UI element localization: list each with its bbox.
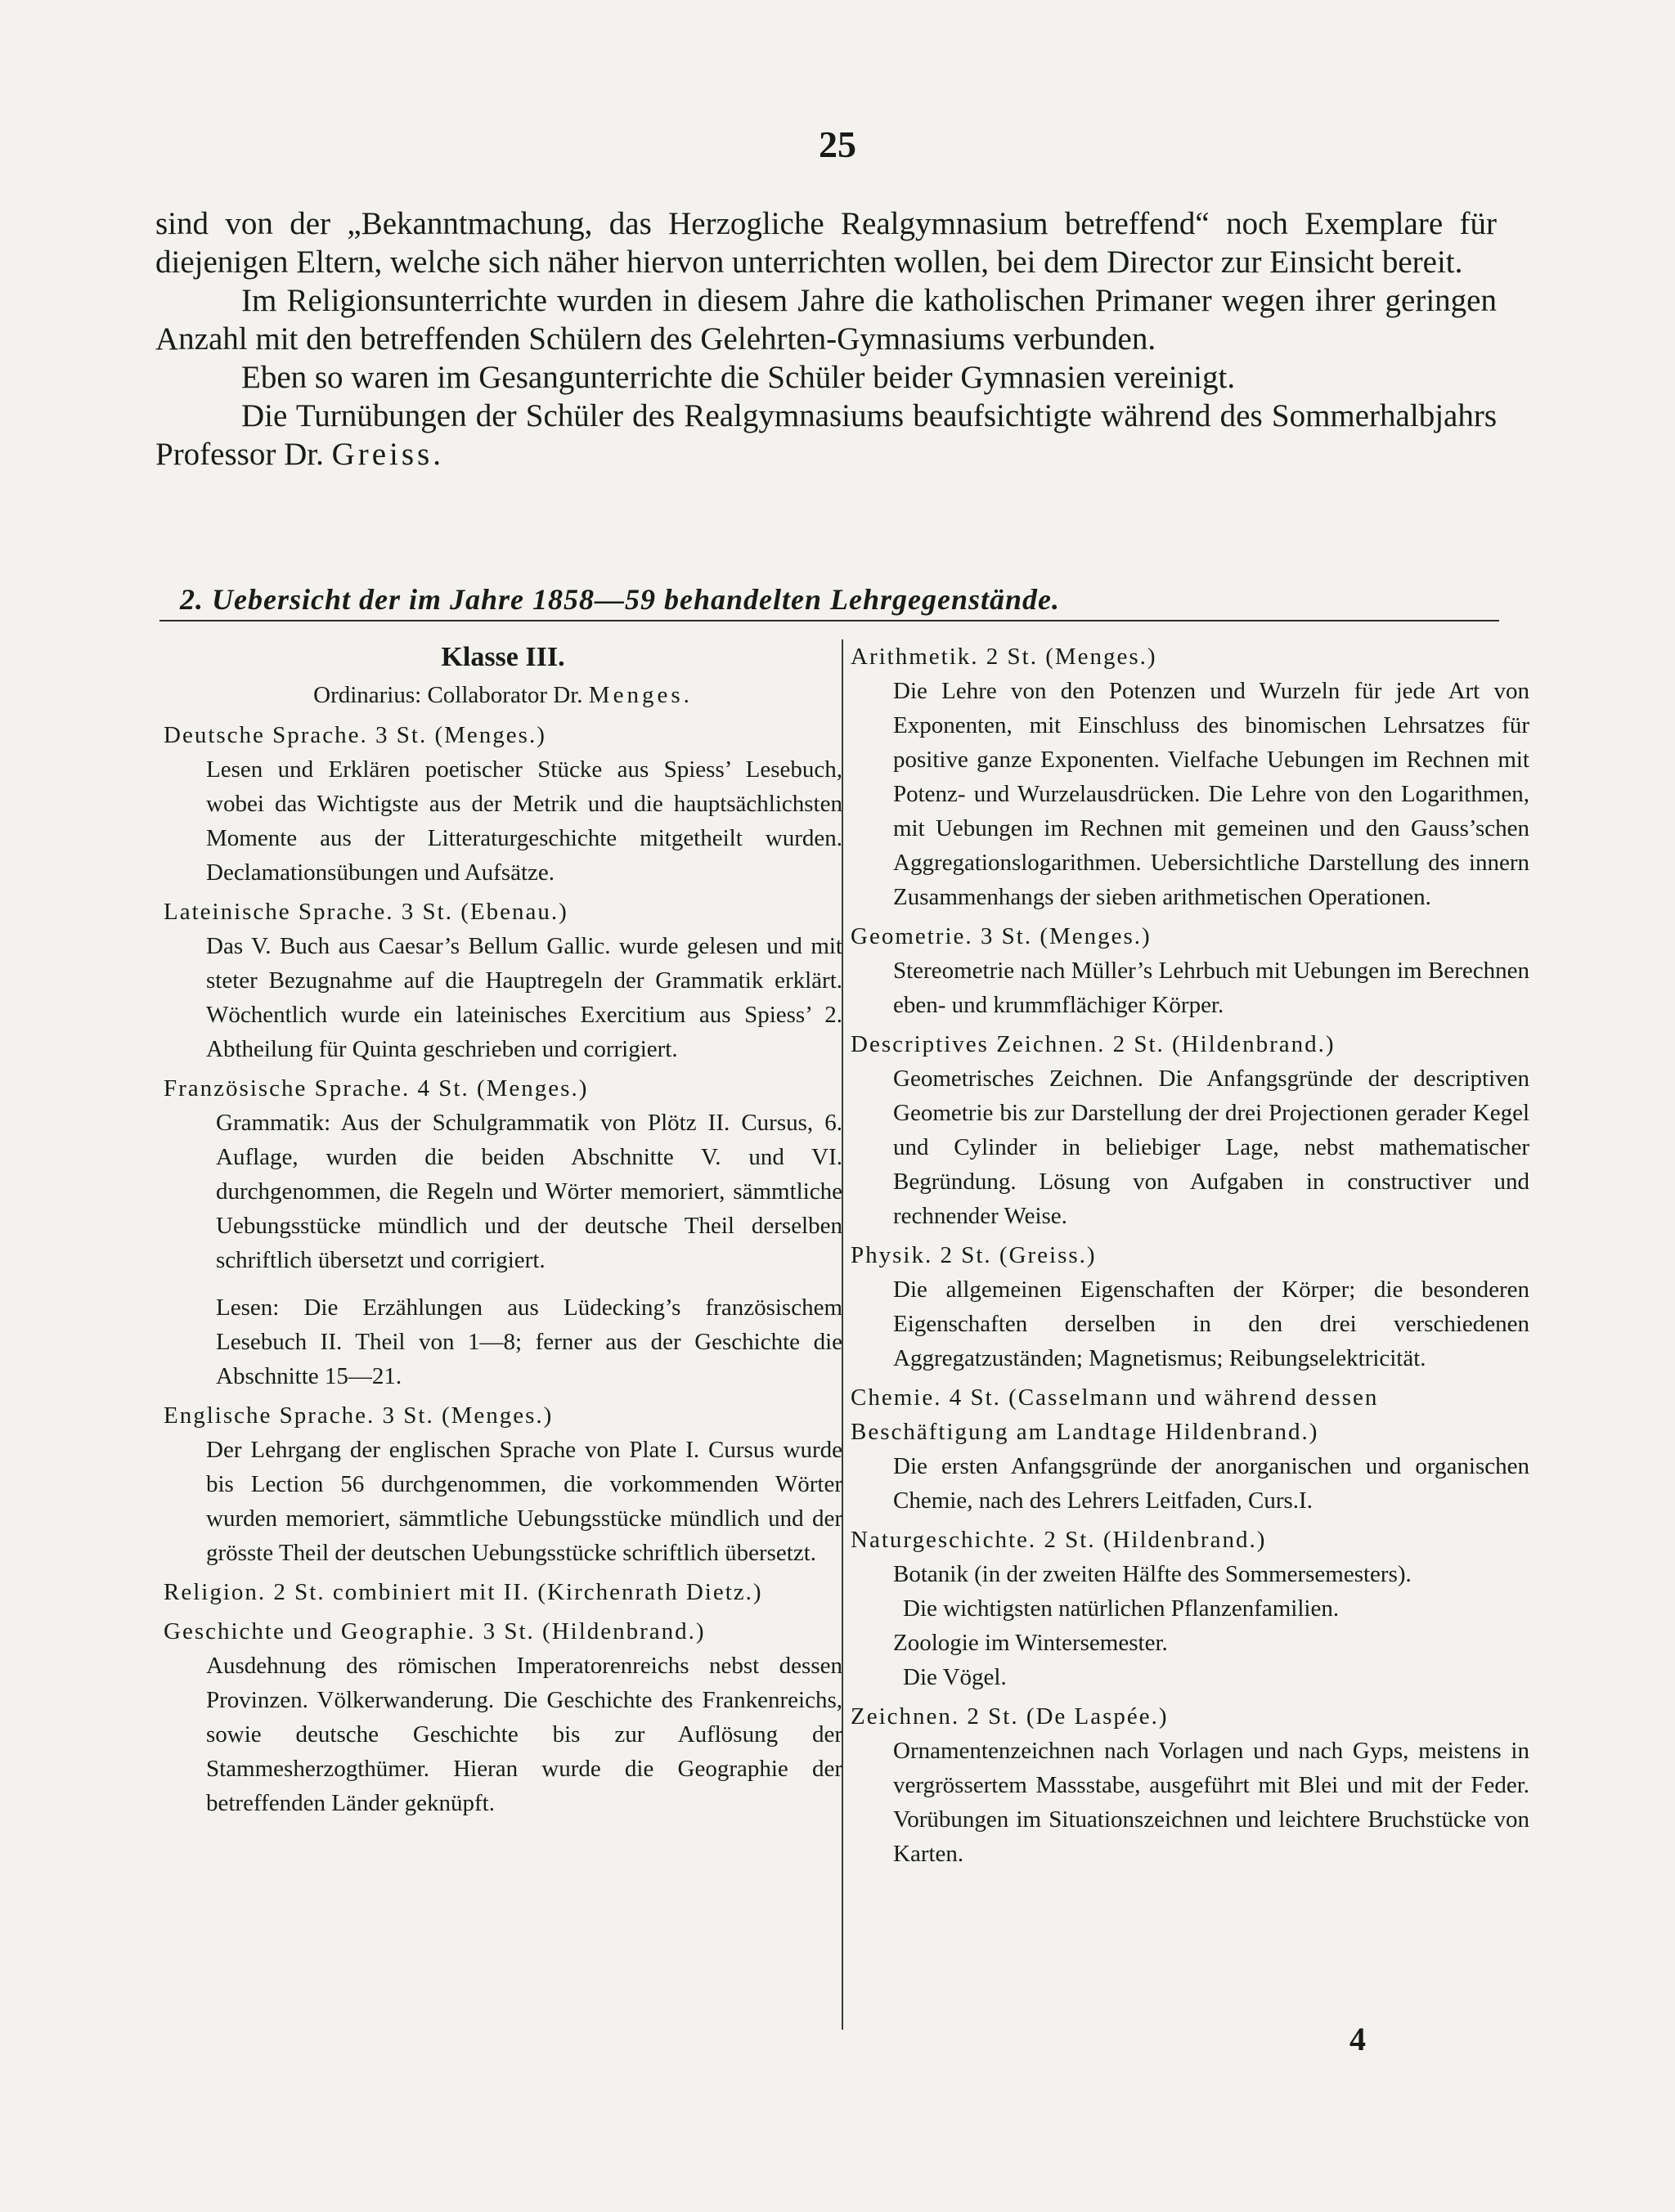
- ordinarius: [164, 677, 842, 713]
- teacher-name: Greiss.: [331, 437, 444, 472]
- subject-description: Ausdehnung des römischen Imperatorenreichs nebst dessen Provinzen. Völkerwanderung. Die Geschichte des Frankenreichs, sowie deutsche Geschichte bis zur Auflösung der Stammesherzogthümer. Hieran wurde die Geographie der betreffenden Länder geknüpft.: [206, 1653, 842, 1816]
- page-number: 25: [819, 123, 856, 165]
- intro-paragraph: [155, 397, 1497, 473]
- subject-heading: Physik. 2 St. (Greiss.): [851, 1242, 1097, 1268]
- subject-franzoesisch: [164, 1071, 842, 1393]
- subject-description: Grammatik: Aus der Schulgrammatik von Plötz II. Cursus, 6. Auflage, wurden die beiden Abschnitte V. und VI. durchgenommen, die Regeln und Wörter memoriert, sämmtliche Uebungsstücke mündlich und der deutsche Theil derselben schriftlich übersetzt und corrigiert.: [216, 1110, 842, 1273]
- subject-chemie: [851, 1380, 1529, 1518]
- intro-paragraph: Eben so waren im Gesangunterrichte die Schüler beider Gymnasien vereinigt.: [241, 360, 1236, 395]
- subject-geschichte: [164, 1614, 842, 1820]
- subject-description: Die wichtigsten natürlichen Pflanzenfamilien.: [903, 1595, 1340, 1622]
- intro-text: [155, 204, 1497, 473]
- intro-paragraph: Im Religionsunterrichte wurden in diesem Jahre die katholischen Primaner wegen ihrer geringen Anzahl mit den betreffenden Schülern des Gelehrten-Gymnasiums verbunden.: [155, 283, 1497, 357]
- subject-heading: Arithmetik. 2 St. (Menges.): [851, 644, 1157, 670]
- subject-deutsch: [164, 718, 842, 890]
- subject-heading: Deutsche Sprache. 3 St. (Menges.): [164, 722, 546, 748]
- subject-heading: Englische Sprache. 3 St. (Menges.): [164, 1402, 554, 1429]
- subject-description: Lesen und Erklären poetischer Stücke aus Spiess’ Lesebuch, wobei das Wichtigste aus der Metrik und die hauptsächlichsten Momente aus der Litteraturgeschichte mitgetheilt wurden. Declamationsübungen und Aufsätze.: [206, 756, 842, 886]
- subject-heading: Descriptives Zeichnen. 2 St. (Hildenbrand.): [851, 1031, 1336, 1057]
- teacher-name: Menges.: [588, 682, 693, 708]
- subject-description: Geometrisches Zeichnen. Die Anfangsgründe der descriptiven Geometrie bis zur Darstellung der drei Projectionen gerader Kegel und Cylinder in beliebiger Lage, nebst mathematischer Begründung. Lösung von Aufgaben in constructiver und rechnender Weise.: [893, 1066, 1529, 1229]
- subject-heading: Geschichte und Geographie. 3 St. (Hildenbrand.): [164, 1618, 706, 1644]
- signature-mark: 4: [1349, 2021, 1366, 2057]
- subject-description: Ornamentenzeichnen nach Vorlagen und nach Gyps, meistens in vergrössertem Massstabe, ausgeführt mit Blei und mit der Feder. Vorübungen im Situationszeichnen und leichtere Bruchstücke von Karten.: [893, 1738, 1529, 1867]
- subject-description: Die ersten Anfangsgründe der anorganischen und organischen Chemie, nach des Lehrers Leitfaden, Curs.I.: [893, 1453, 1529, 1514]
- subject-geometrie: [851, 919, 1529, 1022]
- subject-description: Die allgemeinen Eigenschaften der Körper; die besonderen Eigenschaften derselben in den drei verschiedenen Aggregatzuständen; Magnetismus; Reibungselektricität.: [893, 1276, 1529, 1371]
- subject-latein: [164, 895, 842, 1066]
- subject-description: Stereometrie nach Müller’s Lehrbuch mit Uebungen im Berechnen eben- und krummflächiger Körper.: [893, 958, 1529, 1018]
- right-column: [851, 635, 1529, 1871]
- subject-description: Der Lehrgang der englischen Sprache von Plate I. Cursus wurde bis Lection 56 durchgenommen, die vorkommenden Wörter wurden memoriert, sämmtliche Uebungsstücke mündlich und der grösste Theil der deutschen Uebungsstücke schriftlich übersetzt.: [206, 1437, 842, 1566]
- subject-arithmetik: [851, 639, 1529, 914]
- subject-heading: Naturgeschichte. 2 St. (Hildenbrand.): [851, 1527, 1267, 1553]
- subject-description: Die Vögel.: [903, 1664, 1007, 1690]
- subject-heading: Lateinische Sprache. 3 St. (Ebenau.): [164, 899, 568, 925]
- intro-paragraph: sind von der „Bekanntmachung, das Herzogliche Realgymnasium betreffend“ noch Exemplare für diejenigen Eltern, welche sich näher hiervon unterrichten wollen, bei dem Director zur Einsicht bereit.: [155, 206, 1497, 280]
- subject-religion: [164, 1575, 842, 1609]
- subject-heading: Zeichnen. 2 St. (De Laspée.): [851, 1703, 1169, 1730]
- subject-zeichnen: [851, 1699, 1529, 1871]
- subject-heading: Chemie. 4 St. (Casselmann und während dessen Beschäftigung am Landtage Hildenbrand.): [851, 1384, 1379, 1445]
- ordinarius-label: Ordinarius: Collaborator Dr.: [313, 682, 589, 708]
- subject-description: Botanik (in der zweiten Hälfte des Sommersemesters).: [893, 1561, 1412, 1587]
- subject-englisch: [164, 1398, 842, 1570]
- subject-descriptives-zeichnen: [851, 1027, 1529, 1233]
- intro-text-fragment: Die Turnübungen der Schüler des Realgymnasiums beaufsichtigte während des Sommerhalbjahrs Professor Dr.: [155, 398, 1497, 472]
- subject-heading: Geometrie. 3 St. (Menges.): [851, 923, 1152, 949]
- subject-heading: Französische Sprache. 4 St. (Menges.): [164, 1075, 589, 1102]
- subject-description: Lesen: Die Erzählungen aus Lüdecking’s französischem Lesebuch II. Theil von 1—8; ferner aus der Geschichte die Abschnitte 15—21.: [216, 1294, 842, 1389]
- subject-physik: [851, 1238, 1529, 1375]
- subject-heading: Religion. 2 St. combiniert mit II. (Kirchenrath Dietz.): [164, 1579, 763, 1605]
- left-column: [164, 638, 842, 1820]
- section-rule: [159, 620, 1499, 621]
- section-title: 2. Uebersicht der im Jahre 1858—59 behandelten Lehrgegenstände.: [180, 583, 1060, 616]
- subject-description: Die Lehre von den Potenzen und Wurzeln für jede Art von Exponenten, mit Einschluss des binomischen Lehrsatzes für positive ganze Exponenten. Vielfache Uebungen im Rechnen mit Potenz- und Wurzelausdrücken. Die Lehre von den Logarithmen, mit Uebungen im Rechnen mit gemeinen und den Gauss’schen Aggregationslogarithmen. Uebersichtliche Darstellung des innern Zusammenhangs der sieben arithmetischen Operationen.: [893, 678, 1529, 910]
- subject-description: Das V. Buch aus Caesar’s Bellum Gallic. wurde gelesen und mit steter Bezugnahme auf die Hauptregeln der Grammatik erklärt. Wöchentlich wurde ein lateinisches Exercitium aus Spiess’ 2. Abtheilung für Quinta geschrieben und corrigiert.: [206, 933, 842, 1062]
- subject-description: Zoologie im Wintersemester.: [893, 1630, 1168, 1656]
- class-title: Klasse III.: [441, 642, 565, 672]
- subject-naturgeschichte: [851, 1523, 1529, 1694]
